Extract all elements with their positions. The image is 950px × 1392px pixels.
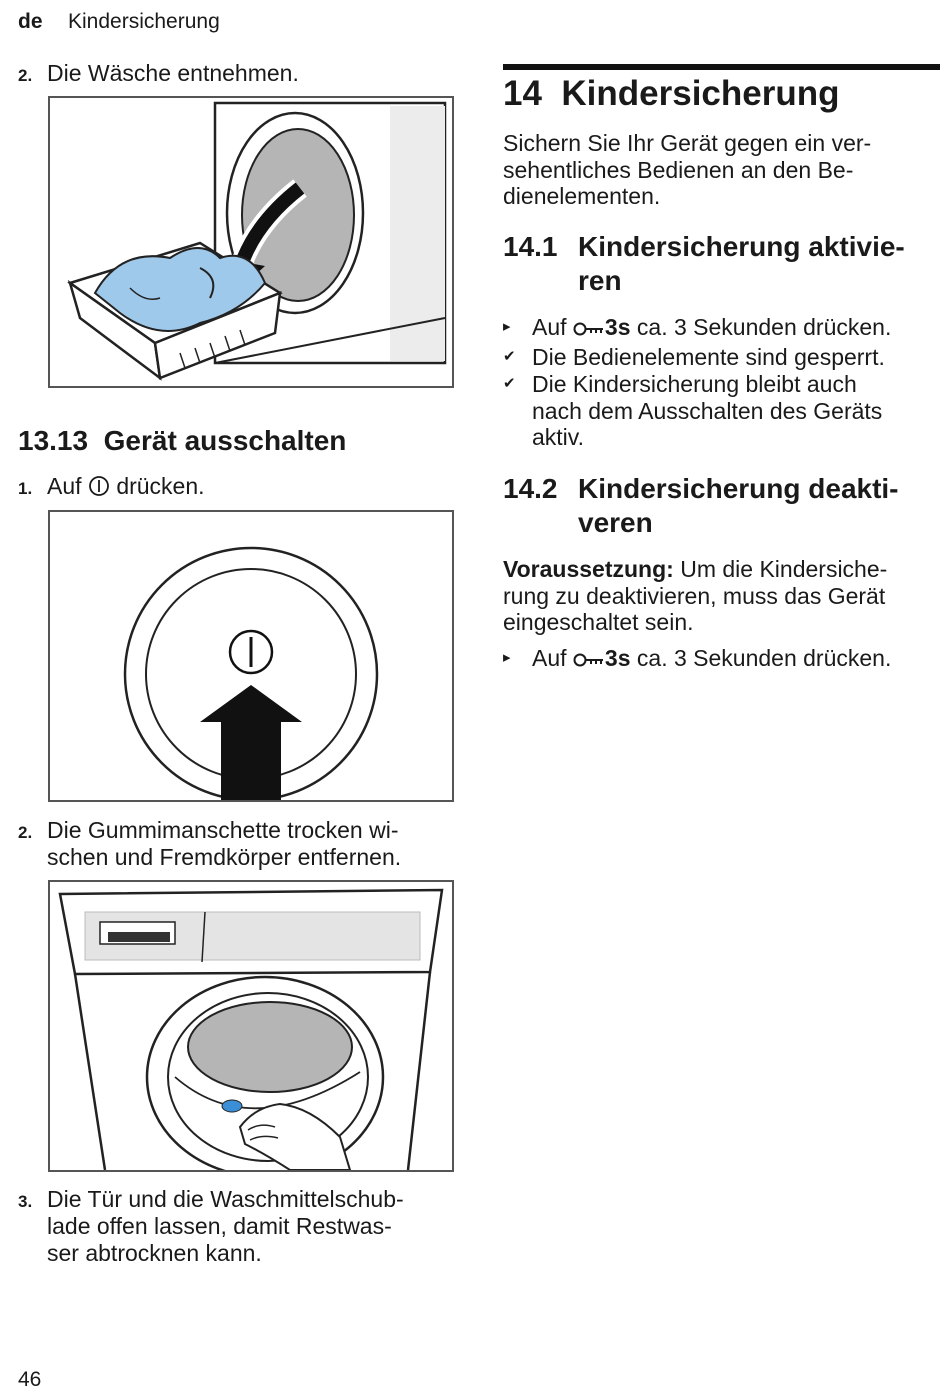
key-duration: 3s	[604, 314, 631, 340]
action-text	[532, 645, 942, 672]
action-post: ca. 3 Sekunden drücken.	[636, 645, 892, 671]
triangle-right-icon: ▸	[503, 649, 511, 666]
prerequisite-label: Voraussetzung:	[503, 556, 674, 582]
key-icon	[573, 651, 605, 669]
result-line: Die Kindersicherung bleibt auch	[532, 371, 857, 397]
step-line: Die Tür und die Waschmittelschub-	[47, 1186, 404, 1212]
step-text: Die Wäsche entnehmen.	[47, 60, 299, 86]
step-number: 3.	[18, 1192, 33, 1211]
prerequisite-line: rung zu deaktivieren, muss das Gerät	[503, 582, 886, 609]
triangle-right-icon: ▸	[503, 318, 511, 335]
action-text	[532, 314, 942, 341]
figure-power-button	[48, 510, 454, 802]
intro-line: sehentliches Bedienen an den Be-	[503, 156, 854, 183]
page-number: 46	[18, 1368, 42, 1391]
prerequisite-line: Um die Kindersiche-	[680, 556, 888, 582]
section-title-line: Kindersicherung aktivie-	[578, 231, 905, 262]
action-pre: Auf	[532, 314, 567, 340]
figure-wipe-gasket	[48, 880, 454, 1172]
chapter-rule	[503, 64, 940, 70]
section-title: Gerät ausschalten	[103, 425, 347, 456]
chapter-heading	[503, 74, 840, 114]
step-number: 1.	[18, 479, 33, 498]
step-line: ser abtrocknen kann.	[47, 1240, 262, 1266]
prerequisite-line: eingeschaltet sein.	[503, 609, 694, 635]
step-line: lade offen lassen, damit Restwas-	[47, 1213, 392, 1239]
result-line: aktiv.	[532, 424, 584, 450]
section-heading-14-1	[503, 230, 943, 300]
result-line: nach dem Ausschalten des Geräts	[532, 397, 883, 424]
section-heading-13-13	[18, 424, 346, 458]
step-text	[47, 1186, 457, 1267]
power-icon	[88, 475, 110, 497]
section-title	[578, 472, 948, 540]
chapter-title: Kindersicherung	[561, 74, 840, 113]
section-heading-14-2	[503, 472, 943, 542]
key-duration: 3s	[604, 645, 631, 671]
section-title-line: Kindersicherung deakti-	[578, 473, 899, 504]
intro-line: Sichern Sie Ihr Gerät gegen ein ver-	[503, 130, 872, 156]
header-title: Kindersicherung	[68, 10, 220, 33]
chapter-intro	[503, 130, 943, 210]
step-line: schen und Fremdkörper entfernen.	[47, 844, 402, 870]
prerequisite	[503, 556, 943, 636]
result-text: Die Bedienelemente sind gesperrt.	[532, 344, 885, 370]
step-number: 2.	[18, 66, 33, 85]
checkmark-icon: ✔	[503, 348, 516, 365]
step-text	[47, 473, 457, 500]
section-number: 14.2	[503, 473, 558, 504]
section-number: 14.1	[503, 231, 558, 262]
section-title-line: ren	[578, 265, 622, 296]
intro-line: dienelementen.	[503, 183, 661, 209]
step-text-pre: Auf	[47, 473, 82, 499]
section-title	[578, 230, 948, 298]
step-number: 2.	[18, 823, 33, 842]
action-post: ca. 3 Sekunden drücken.	[636, 314, 892, 340]
figure-remove-laundry	[48, 96, 454, 388]
step-text-post: drücken.	[116, 473, 205, 499]
key-icon	[573, 320, 605, 338]
action-pre: Auf	[532, 645, 567, 671]
checkmark-icon: ✔	[503, 375, 516, 392]
chapter-number: 14	[503, 74, 542, 113]
header-language: de	[18, 10, 43, 33]
result-text	[532, 371, 942, 451]
section-title-line: veren	[578, 507, 653, 538]
step-text	[47, 817, 457, 871]
section-number: 13.13	[18, 425, 89, 456]
step-line: Die Gummimanschette trocken wi-	[47, 817, 399, 843]
